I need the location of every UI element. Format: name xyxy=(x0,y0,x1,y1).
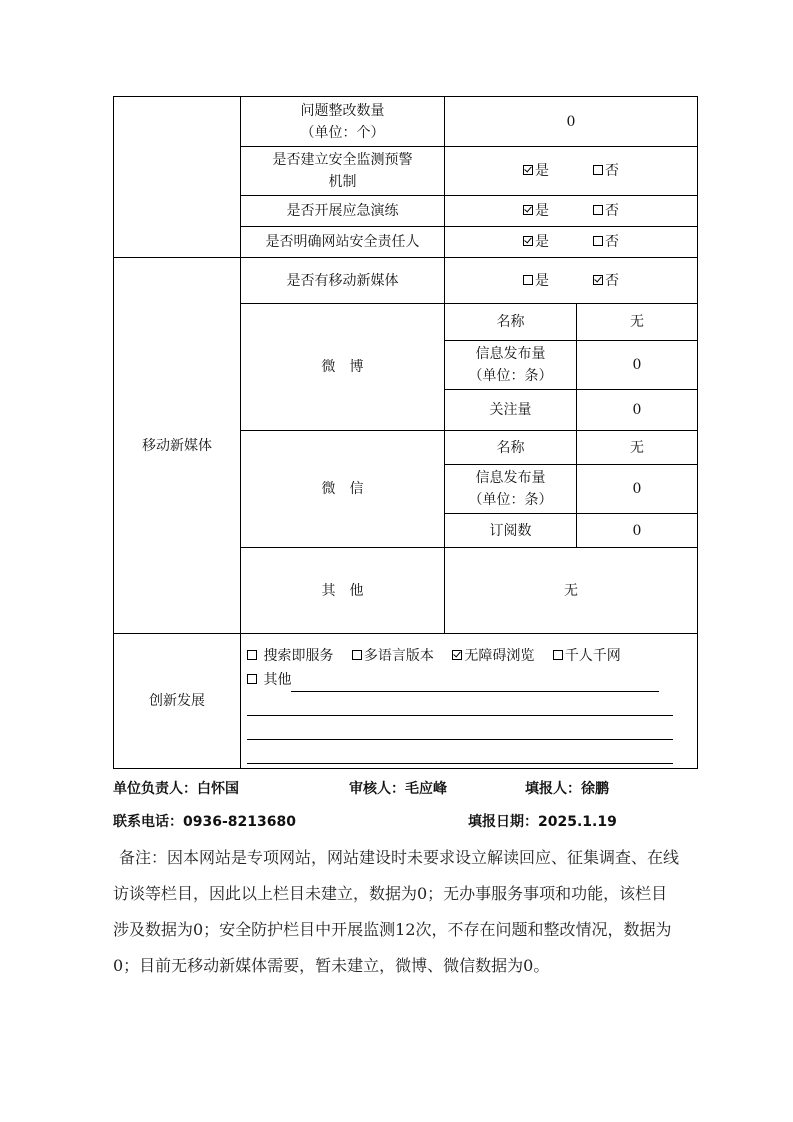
other-label: 其 他 xyxy=(241,548,445,634)
mobile-yes-option[interactable]: 是 xyxy=(523,270,549,292)
weibo-name-label: 名称 xyxy=(445,304,577,341)
other-value: 无 xyxy=(445,548,698,634)
blank-line[interactable] xyxy=(247,740,673,764)
wechat-posts-value: 0 xyxy=(577,465,698,514)
checkbox-checked-icon[interactable] xyxy=(523,236,533,246)
wechat-name-label: 名称 xyxy=(445,431,577,465)
filler: 填报人：徐鹏 xyxy=(525,781,609,797)
blank-line[interactable] xyxy=(247,716,673,740)
drill-yes-option[interactable]: 是 xyxy=(523,200,549,222)
checkbox-checked-icon[interactable] xyxy=(523,205,533,215)
warning-no-option[interactable]: 否 xyxy=(593,160,619,182)
owner-yes-option[interactable]: 是 xyxy=(523,231,549,253)
weibo-name-value: 无 xyxy=(577,304,698,341)
issues-label-cell: 问题整改数量 （单位：个） xyxy=(241,97,445,147)
warning-options xyxy=(445,147,698,196)
fill-date: 填报日期：2025.1.19 xyxy=(468,814,617,830)
checkbox-icon[interactable] xyxy=(247,650,257,660)
checkbox-icon[interactable] xyxy=(593,205,603,215)
warning-yes-option[interactable]: 是 xyxy=(523,160,549,182)
wechat-subs-label: 订阅数 xyxy=(445,514,577,548)
drill-options xyxy=(445,196,698,227)
issues-value: 0 xyxy=(445,97,698,147)
owner-label: 是否明确网站安全责任人 xyxy=(241,227,445,258)
wechat-label: 微 信 xyxy=(241,431,445,548)
mobile-section-label: 移动新媒体 xyxy=(114,258,241,634)
mobile-has-label: 是否有移动新媒体 xyxy=(241,258,445,304)
option-accessibility[interactable]: 无障碍浏览 xyxy=(452,648,534,664)
wechat-subs-value: 0 xyxy=(577,514,698,548)
option-other-row[interactable]: 其他 xyxy=(247,668,673,692)
innovation-options xyxy=(241,634,698,769)
option-search-service[interactable]: 搜索即服务 xyxy=(247,648,333,664)
checkbox-checked-icon[interactable] xyxy=(523,165,533,175)
checkbox-icon[interactable] xyxy=(523,275,533,285)
contact-phone: 联系电话：0936-8213680 xyxy=(113,814,296,830)
wechat-posts-label: 信息发布量 （单位：条） xyxy=(445,465,577,514)
remarks: 备注：因本网站是专项网站，网站建设时未要求设立解读回应、征集调查、在线访谈等栏目，因此以上栏目未建立，数据为0；无办事服务事项和功能，该栏目涉及数据为0；安全防护栏目中开展监测12次，不存在问题和整改情况，数据为0；目前无移动新媒体需要，暂未建立，微博、微信数据为0。 xyxy=(113,848,680,975)
wechat-name-value: 无 xyxy=(577,431,698,465)
checkbox-icon[interactable] xyxy=(247,674,257,684)
mobile-no-option[interactable]: 否 xyxy=(593,270,619,292)
blank-line[interactable] xyxy=(247,692,673,716)
drill-no-option[interactable]: 否 xyxy=(593,200,619,222)
option-personalized[interactable]: 千人千网 xyxy=(553,648,621,664)
mobile-options xyxy=(445,258,698,304)
unit-head: 单位负责人：白怀国 xyxy=(113,781,239,797)
checkbox-icon[interactable] xyxy=(553,650,563,660)
checkbox-icon[interactable] xyxy=(593,236,603,246)
report-table xyxy=(113,96,698,769)
other-blank-line[interactable] xyxy=(291,677,659,692)
security-section-cell xyxy=(114,97,241,258)
weibo-followers-value: 0 xyxy=(577,390,698,431)
owner-options xyxy=(445,227,698,258)
drill-label: 是否开展应急演练 xyxy=(241,196,445,227)
weibo-posts-value: 0 xyxy=(577,341,698,390)
reviewer: 审核人：毛应峰 xyxy=(349,781,447,797)
weibo-posts-label: 信息发布量 （单位：条） xyxy=(445,341,577,390)
checkbox-icon[interactable] xyxy=(352,650,362,660)
checkbox-icon[interactable] xyxy=(593,165,603,175)
innovation-label: 创新发展 xyxy=(114,634,241,769)
weibo-label: 微 博 xyxy=(241,304,445,431)
owner-no-option[interactable]: 否 xyxy=(593,231,619,253)
weibo-followers-label: 关注量 xyxy=(445,390,577,431)
warning-label-cell: 是否建立安全监测预警 机制 xyxy=(241,147,445,196)
checkbox-checked-icon[interactable] xyxy=(593,275,603,285)
checkbox-checked-icon[interactable] xyxy=(452,650,462,660)
option-multilingual[interactable]: 多语言版本 xyxy=(352,648,434,664)
